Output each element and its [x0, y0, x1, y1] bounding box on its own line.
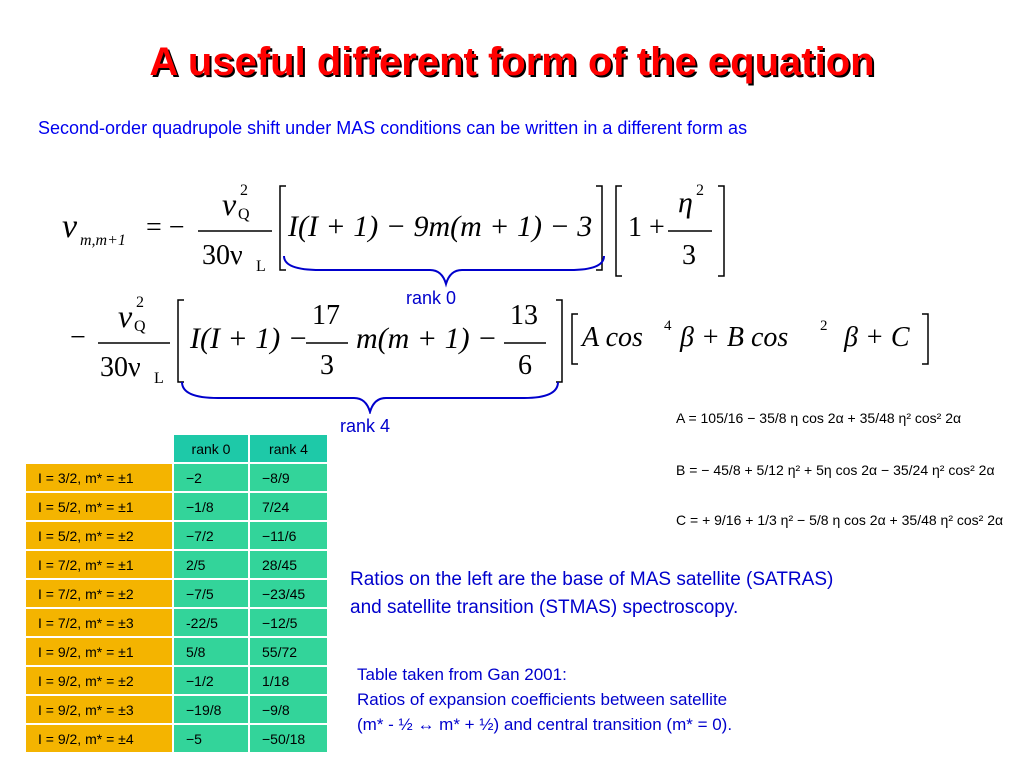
eq2-sup2: 2	[820, 318, 828, 334]
eq1-lhs-symbol: ν	[62, 208, 78, 245]
table-cell-rank0: −5	[173, 724, 249, 753]
table-cell-rank0: −1/8	[173, 492, 249, 521]
table-row-label: I = 9/2, m* = ±3	[25, 695, 173, 724]
table-row-label: I = 9/2, m* = ±2	[25, 666, 173, 695]
eq2-part-a: I(I + 1) −	[190, 322, 308, 355]
source-note-line3: (m* - ½ ↔ m* + ½) and central transition (m* = 0).	[357, 715, 733, 734]
eq1-equals: = −	[146, 212, 185, 243]
coefficient-b: B = − 45/8 + 5/12 η² + 5η cos 2α − 35/24 η² cos² 2α	[676, 462, 995, 478]
eq2-minus: −	[70, 322, 86, 353]
satras-note	[350, 566, 833, 622]
table-cell-rank4: −9/8	[249, 695, 328, 724]
eq1-frac-num: ν	[222, 186, 237, 222]
eq1-bracket2-den: 3	[682, 240, 696, 271]
rank0-label: rank 0	[406, 288, 457, 308]
table-row-label: I = 9/2, m* = ±4	[25, 724, 173, 753]
table-cell-rank4: 1/18	[249, 666, 328, 695]
table-row-label: I = 7/2, m* = ±3	[25, 608, 173, 637]
source-note-line2: Ratios of expansion coefficients between satellite	[357, 690, 728, 709]
coefficient-c: C = + 9/16 + 1/3 η² − 5/8 η cos 2α + 35/48 η² cos² 2α	[676, 512, 1004, 528]
rank4-label: rank 4	[340, 416, 391, 436]
eq1-bracket1: I(I + 1) − 9m(m + 1) − 3	[288, 210, 593, 243]
eq2-part-b: m(m + 1) −	[356, 322, 498, 355]
eq2-frac-den: 30ν	[100, 352, 141, 383]
eq1-bracket2-one: 1 +	[628, 212, 665, 243]
eq2-frac-num: ν	[118, 298, 133, 334]
table-row-label: I = 7/2, m* = ±1	[25, 550, 173, 579]
table-cell-rank4: 55/72	[249, 637, 328, 666]
source-note	[357, 662, 732, 737]
table-cell-rank0: −7/5	[173, 579, 249, 608]
source-note-line1: Table taken from Gan 2001:	[357, 665, 567, 684]
table-cell-rank0: −1/2	[173, 666, 249, 695]
table-cell-rank4: −12/5	[249, 608, 328, 637]
table-cell-rank4: −50/18	[249, 724, 328, 753]
eq1-frac-num-sup: 2	[240, 182, 248, 199]
coefficient-definitions	[676, 398, 1006, 542]
table-cell-rank0: −19/8	[173, 695, 249, 724]
eq2-f17-num: 17	[312, 300, 340, 331]
table-row-label: I = 5/2, m* = ±2	[25, 521, 173, 550]
table-cell-rank0: 5/8	[173, 637, 249, 666]
table-cell-rank0: 2/5	[173, 550, 249, 579]
eq2-frac-den-sub: L	[154, 370, 164, 387]
eq2-frac-num-sup: 2	[136, 294, 144, 311]
table-row-label: I = 9/2, m* = ±1	[25, 637, 173, 666]
slide-title: A useful different form of the equation	[149, 40, 875, 84]
eq2-sup4: 4	[664, 318, 672, 334]
eq1-bracket2-num: η	[678, 186, 693, 219]
eq1-frac-den: 30ν	[202, 240, 243, 271]
table-row-label: I = 3/2, m* = ±1	[25, 463, 173, 492]
eq2-f13-den: 6	[518, 350, 532, 381]
coefficient-a: A = 105/16 − 35/8 η cos 2α + 35/48 η² cos² 2α	[676, 410, 962, 426]
eq2-bracket-abc: A cos	[582, 322, 643, 353]
table-row-label: I = 7/2, m* = ±2	[25, 579, 173, 608]
eq2-frac-num-sub: Q	[134, 318, 146, 335]
table-cell-rank4: 7/24	[249, 492, 328, 521]
eq1-frac-num-sub: Q	[238, 206, 250, 223]
table-cell-rank4: −23/45	[249, 579, 328, 608]
table-cell-rank0: -22/5	[173, 608, 249, 637]
eq2-beta-b: β + B cos	[680, 322, 789, 353]
table-cell-rank4: −11/6	[249, 521, 328, 550]
eq2-f13-num: 13	[510, 300, 538, 331]
table-cell-rank0: −7/2	[173, 521, 249, 550]
eq1-bracket2-num-sup: 2	[696, 182, 704, 199]
table-cell-rank0: −2	[173, 463, 249, 492]
satras-note-line1: Ratios on the left are the base of MAS satellite (SATRAS)	[350, 569, 834, 590]
table-cell-rank4: 28/45	[249, 550, 328, 579]
table-header-rank4: rank 4	[249, 434, 328, 463]
table-row-label: I = 5/2, m* = ±1	[25, 492, 173, 521]
slide-subtitle: Second-order quadrupole shift under MAS conditions can be written in a different form as	[38, 118, 748, 138]
rank4-brace	[178, 380, 568, 414]
table-header-rank0: rank 0	[173, 434, 249, 463]
satras-note-line2: and satellite transition (STMAS) spectroscopy.	[350, 597, 739, 618]
eq1-lhs-subscript: m,m+1	[80, 232, 126, 249]
eq2-beta-c: β + C	[844, 322, 910, 353]
eq2-f17-den: 3	[320, 350, 334, 381]
table-cell-rank4: −8/9	[249, 463, 328, 492]
eq1-frac-den-sub: L	[256, 258, 266, 275]
